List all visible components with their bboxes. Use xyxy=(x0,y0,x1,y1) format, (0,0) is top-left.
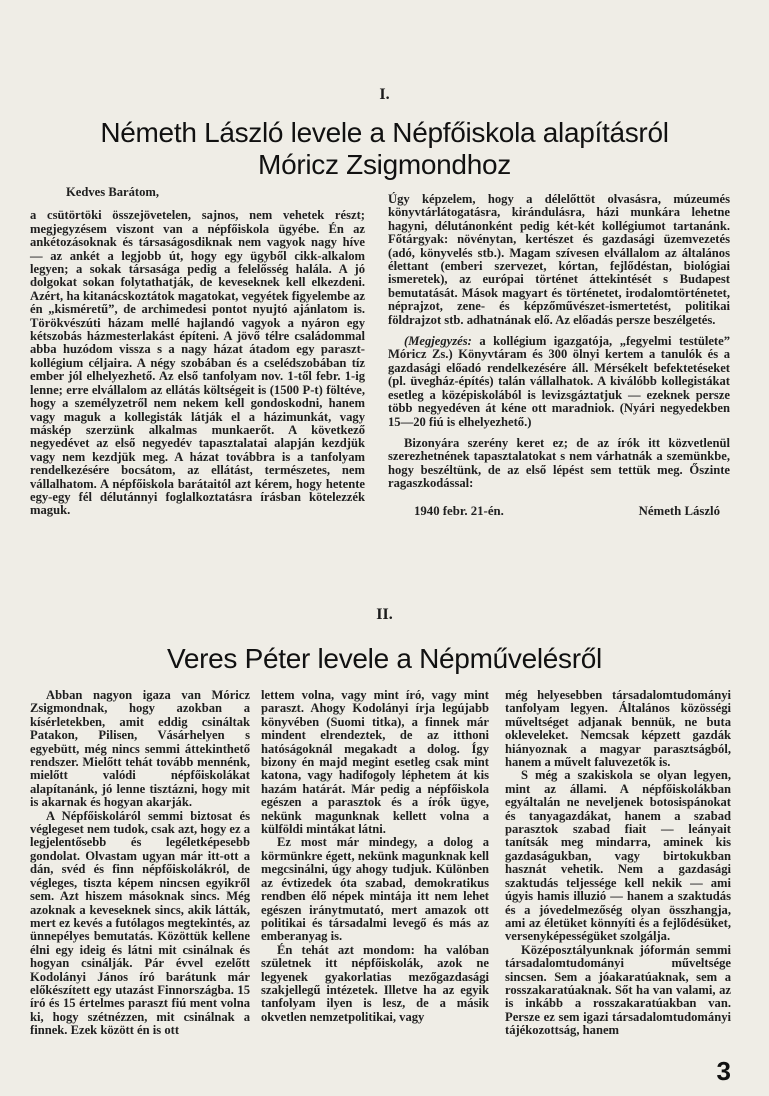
letter-2-paragraph: S még a szakiskola se olyan legyen, mint az állami. A népfőiskolákban egyáltalán ne neveljenek botosispánokat és tanyagazdákat, hanem a szabad parasztok szabad fiait — leányait tanítsák meg mindarra, aminek kis gazdaságukban, vagy birtokukban hasznát vehetik. Nem a gazdasági szaktudás teljessége kell nekik — ami úgyis hamis illuzió — hanem a szaktudás és a jóvedelmezőség olyan összhangja, ami az életüket könnyíti és a fejlődésüket, versenyképességüket szolgálja. xyxy=(505,768,731,944)
salutation: Kedves Barátom, xyxy=(66,185,160,199)
letter-1-paragraph: a csütörtöki összejövetelen, sajnos, nem vehetek részt; megjegyzésem viszont van a népfőiskola ügyébe. Én az ankétozásoknak és társaságosdiknak nem vagyok nagy híve — az ankét a legjobb út, hogy egy ügyből cikk-alkalom legyen; a sokak társasága pedig a felelősség halála. A jó dolgokat sokan folytathatják, de keveseknek kell elkezdeni. Azért, ha kitanácskoztátok magatokat, vegyétek figyelembe az én „kisméretű”, de archimedesi pontot nyujtó ajánlatom is. Törökvészúti házam mellé hajlandó vagyok a nyáron egy kétszobás házmesterlakást építeni. A jövő télre családommal abba huzódom vissza s a nagy házat átadom egy paraszt-kollégium céljaira. A négy szobában és a cselédszobában tíz ember jól elhelyezhető. Az első tanfolyam nov. 1-től febr. 1-ig lenne; erre elvállalom az ellátás költségeit is (1500 P-t) föltéve, hogy a személyzetről nem nekem kell gondoskodni, hanem vagy maguk a kollegisták látják el a házimunkát, vagy máskép szerzünk alkalmas munkaerőt. A következő negyedévet az első negyedév tapasztalatai alapján kezdjük vagy nem kezdjük meg. A házat továbbra is a tanfolyam rendelkezésére bocsátom, az ellátást, természetes, nem vállalhatom. A népfőiskola barátaitól azt kérem, hogy hetente egy-egy fél délutánnyi foglalkoztatásra írásban kötelezzék maguk. xyxy=(30,208,365,518)
letter-2-paragraph: Középosztályunknak jóformán semmi társadalomtudományi műveltsége sincsen. Sem a jóakaratúaknak, sem a rosszakaratúaknak. Sőt ha van valami, az is inkább a rosszakaratúakban van. Persze ez sem igazi társadalomtudományi tájékozottság, hanem xyxy=(505,942,731,1038)
letter-1-right-column xyxy=(388,193,730,518)
letter-date: 1940 febr. 21-én. xyxy=(414,503,504,518)
letter-1-note-paragraph xyxy=(388,335,730,429)
note-text: a kollégium igazgatója, „fegyelmi testülete” Móricz Zs.) Könyvtáram és 300 ölnyi kertem a tanulók és a gazdasági előadó rendelkezésére áll. Mérsékelt befektetéseket (pl. üvegház-építés) talán vállalhatok. A kiválóbb kollegistákat esetleg a középiskolából is levizsgáztatjuk — ezeknek persze több negyedéven át kéne ott maradniok. (Nyári negyedekben 15—20 fiú is elhelyezhető.) xyxy=(388,334,730,429)
signature: Németh László xyxy=(638,503,720,518)
letter-1-paragraph: Bizonyára szerény keret ez; de az írók itt közvetlenül szerezhetnének tapasztalatokat s nem várhatnák a szemünkbe, hogy beszéltünk, de az első lépést sem tettük meg. Őszinte ragaszkodással: xyxy=(388,435,730,491)
letter-2-paragraph: Én tehát azt mondom: ha valóban születnek itt népfőiskolák, azok ne legyenek gyakorlatias mezőgazdasági szakjellegű intézetek. Illetve ha az egyik tanfolyam ilyen is lesz, de a másik okvetlen nemzetpolitikai, vagy xyxy=(261,942,489,1024)
letter-2-paragraph: lettem volna, vagy mint író, vagy mint paraszt. Ahogy Kodolányi írja legújabb könyvében (Suomi titka), a finnek már mindent elrendeztek, de az itthoni hatóságoknál megakadt a dolog. Így bizony én majd megint esetleg csak mint katona, vagy hadifogoly léphetem át kis hazám határát. Már pedig a népfőiskola egészen a parasztok és a írók ügye, nekünk magunknak kellett volna a külföldi mintákat látni. xyxy=(261,688,489,837)
page-number: 3 xyxy=(716,1056,731,1086)
letter-2-paragraph: Ez most már mindegy, a dolog a körmünkre égett, nekünk magunknak kell megcsinálni, úgy ahogy tudjuk. Különben az évtizedek óta szabad, demokratikus rendben élő népek mintája itt nem lehet egészen iránytmutató, mert amazok ott politikai és társadalmi levegő és más az emberanyag is. xyxy=(261,835,489,944)
section-number-1: I. xyxy=(379,86,390,103)
section-1-title-line-2: Móricz Zsigmondhoz xyxy=(258,149,511,180)
letter-1-left-column xyxy=(30,186,365,518)
letter-2-column-2 xyxy=(261,689,489,1024)
letter-2-paragraph: még helyesebben társadalomtudományi tanfolyam legyen. Általános közösségi műveltséget adjanak bennük, ne buta okleveleket. Nemcsak képzett gazdák hiányoznak a magyar parasztságból, hanem a művelt faluvezetők is. xyxy=(505,688,731,770)
letter-2-paragraph: A Népfőiskoláról semmi biztosat és véglegeset nem tudok, csak azt, hogy ez a legjelentősebb és legéletképesebb gondolat. Olvastam ugyan már itt-ott a dán, svéd és finn népfőiskolákról, de végleges, tiszta képem nincsen egyikről sem. Azt hiszem másoknak sincs. Még azoknak a keveseknek sincs, akik látták, mert ez kevés a futólagos megtekintés, az ünnepélyes bemutatás. Közöttük kellene élni egy ideig és látni mit csinálnak és hogyan csinálják. Pár évvel ezelőtt Kodolányi János író barátunk már előkészített egy utazást Finnországba. 15 író és 15 értelmes paraszt fiú ment volna ki, hogy szétnézzen, mit csinálnak a finnek. Ezek között én is ott xyxy=(30,808,251,1038)
letter-2-paragraph: Abban nagyon igaza van Móricz Zsigmondnak, hogy azokban a kísérletekben, amit eddig csináltak Patakon, Pilisen, Vásárhelyen s egyebütt, még nincs semmi áttekinthető rendszer. Mielőtt tehát tovább mennénk, mielőtt valódi népfőiskolákat alapítanánk, jó lenne tisztázni, hogy mit is akarnak és hogyan akarják. xyxy=(30,688,250,810)
section-1-title xyxy=(0,117,769,181)
note-label: (Megjegyzés: xyxy=(404,334,472,349)
signature-line xyxy=(388,505,730,518)
section-number-2: II. xyxy=(376,606,393,623)
letter-2-column-1 xyxy=(30,689,250,1038)
letter-1-paragraph: Úgy képzelem, hogy a délelőttöt olvasásra, múzeumés könyvtárlátogatásra, kirándulásra, házi munkára lehetne hagyni, délutánonként pedig két-két kollégiumot tartanánk. Főtárgyak: növénytan, kertészet és gazdasági üzemvezetés (adó, könyvelés stb.). Magam szívesen elvállalom az általános élettant (emberi szervezet, kórtan, fejlődéstan, biológiai ismeretek), az európai történet áttekintését s Budapest bemutatását. Mások magyart és történetet, irodalomtörténetet, néprajzot, zene- és képzőművészet-ismertetést, politikai földrajzot stb. adhatnának elő. Az előadás persze beszélgetés. xyxy=(388,192,730,327)
letter-2-column-3 xyxy=(505,689,731,1038)
section-1-title-line-1: Németh László levele a Népfőiskola alapításról xyxy=(100,117,669,148)
section-2-title: Veres Péter levele a Népművelésről xyxy=(167,643,602,674)
